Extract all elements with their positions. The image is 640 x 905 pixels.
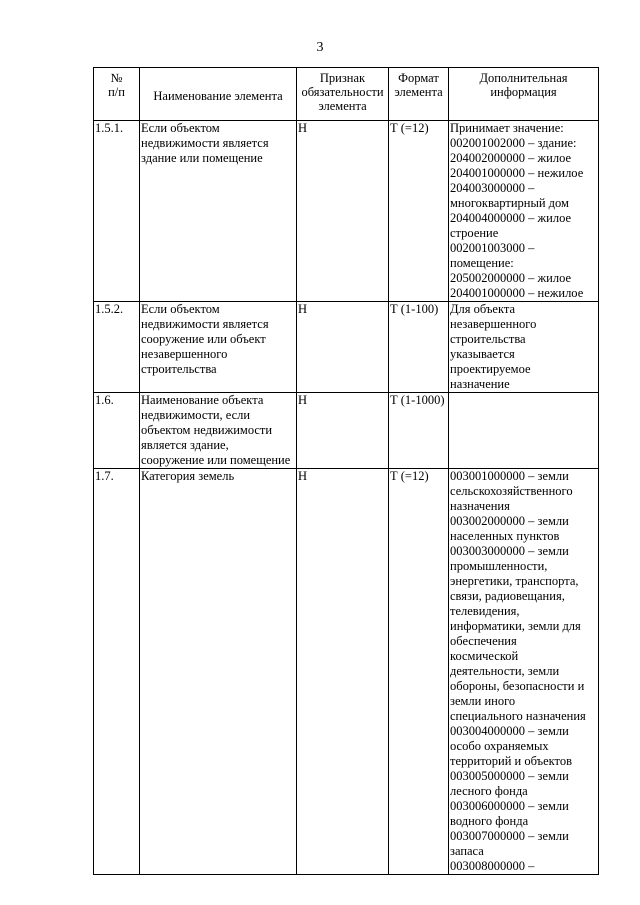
- cell-name: [140, 393, 297, 469]
- cell-text-line: помещение:: [450, 256, 514, 270]
- cell-text-line: Дополнительная: [479, 71, 568, 85]
- cell-text-line: Признак: [319, 71, 366, 85]
- cell-text-line: недвижимости является: [141, 317, 269, 331]
- cell-text-line: сооружение или помещение: [141, 453, 291, 467]
- cell-text-line: является здание,: [141, 438, 229, 452]
- cell-text-line: лесного фонда: [450, 784, 528, 798]
- table-row: [94, 302, 599, 393]
- elements-table: [93, 67, 599, 875]
- cell-num: 1.5.2.: [94, 302, 140, 393]
- cell-text-line: объектом недвижимости: [141, 423, 273, 437]
- cell-text-line: назначение: [450, 377, 510, 391]
- cell-format: Т (=12): [389, 121, 449, 302]
- cell-text-line: Если объектом: [141, 302, 220, 316]
- cell-text-line: строительства: [450, 332, 526, 346]
- cell-format: Т (1-100): [389, 302, 449, 393]
- cell-text-line: водного фонда: [450, 814, 529, 828]
- cell-text-line: здание или помещение: [141, 151, 263, 165]
- cell-text-line: 003001000000 – земли: [450, 469, 569, 483]
- cell-name: [140, 469, 297, 875]
- header-format: [389, 68, 449, 121]
- header-name: [140, 68, 297, 121]
- cell-text-line: недвижимости является: [141, 136, 269, 150]
- cell-text-line: сооружение или объект: [141, 332, 266, 346]
- cell-text-line: энергетики, транспорта,: [450, 574, 579, 588]
- header-info: [449, 68, 599, 121]
- cell-text-line: обеспечения: [450, 634, 517, 648]
- cell-text-line: обороны, безопасности и: [450, 679, 585, 693]
- cell-text-line: 002001002000 – здание:: [450, 136, 577, 150]
- cell-text-line: элемента: [318, 99, 367, 113]
- cell-text-line: 204001000000 – нежилое: [450, 286, 584, 300]
- cell-name: [140, 302, 297, 393]
- cell-mandatory: Н: [297, 302, 389, 393]
- cell-num: 1.6.: [94, 393, 140, 469]
- cell-text-line: 002001003000 –: [450, 241, 535, 255]
- table-row: [94, 393, 599, 469]
- cell-info: [449, 469, 599, 875]
- cell-name: [140, 121, 297, 302]
- cell-text-line: 204002000000 – жилое: [450, 151, 572, 165]
- page-number: 3: [316, 40, 324, 55]
- cell-text-line: Для объекта: [450, 302, 516, 316]
- cell-text-line: земли иного: [450, 694, 516, 708]
- table-row: [94, 121, 599, 302]
- cell-text-line: Наименование объекта: [141, 393, 264, 407]
- cell-text-line: незавершенного: [450, 317, 537, 331]
- cell-format: Т (=12): [389, 469, 449, 875]
- cell-text-line: строительства: [141, 362, 217, 376]
- cell-text-line: особо охраняемых: [450, 739, 549, 753]
- cell-num: 1.7.: [94, 469, 140, 875]
- cell-info: [449, 302, 599, 393]
- cell-text-line: сельскохозяйственного: [450, 484, 573, 498]
- cell-mandatory: Н: [297, 469, 389, 875]
- cell-text-line: 205002000000 – жилое: [450, 271, 572, 285]
- cell-text-line: специального назначения: [450, 709, 586, 723]
- cell-text-line: 204003000000 –: [450, 181, 535, 195]
- cell-text-line: 003006000000 – земли: [450, 799, 569, 813]
- cell-text-line: 003008000000 –: [450, 859, 535, 873]
- cell-text-line: Принимает значение:: [450, 121, 564, 135]
- cell-text-line: деятельности, земли: [450, 664, 560, 678]
- cell-num: 1.5.1.: [94, 121, 140, 302]
- cell-text-line: связи, радиовещания,: [450, 589, 565, 603]
- cell-text-line: Категория земель: [141, 469, 235, 483]
- cell-text-line: элемента: [394, 85, 443, 99]
- cell-text-line: 003007000000 – земли: [450, 829, 569, 843]
- cell-text-line: населенных пунктов: [450, 529, 560, 543]
- cell-text-line: запаса: [450, 844, 484, 858]
- cell-text-line: промышленности,: [450, 559, 548, 573]
- table-row: [94, 469, 599, 875]
- cell-text-line: недвижимости, если: [141, 408, 251, 422]
- cell-text-line: многоквартирный дом: [450, 196, 569, 210]
- cell-text-line: проектируемое: [450, 362, 531, 376]
- cell-text-line: 204004000000 – жилое: [450, 211, 572, 225]
- cell-text-line: указывается: [450, 347, 515, 361]
- cell-text-line: информатики, земли для: [450, 619, 581, 633]
- cell-mandatory: Н: [297, 121, 389, 302]
- cell-text-line: 003004000000 – земли: [450, 724, 569, 738]
- cell-text-line: 204001000000 – нежилое: [450, 166, 584, 180]
- cell-text-line: п/п: [108, 85, 125, 99]
- cell-text-line: информация: [490, 85, 557, 99]
- cell-info: [449, 393, 599, 469]
- cell-text-line: №: [110, 71, 123, 85]
- cell-text-line: 003003000000 – земли: [450, 544, 569, 558]
- cell-text-line: Формат: [398, 71, 439, 85]
- cell-text-line: строение: [450, 226, 499, 240]
- header-mandatory: [297, 68, 389, 121]
- cell-format: Т (1-1000): [389, 393, 449, 469]
- table-header-row: [94, 68, 599, 121]
- header-num: [94, 68, 140, 121]
- cell-info: [449, 121, 599, 302]
- cell-text-line: незавершенного: [141, 347, 228, 361]
- cell-text-line: обязательности: [301, 85, 384, 99]
- cell-text-line: телевидения,: [450, 604, 520, 618]
- cell-text-line: космической: [450, 649, 519, 663]
- cell-text-line: Наименование элемента: [153, 88, 283, 103]
- cell-text-line: 003005000000 – земли: [450, 769, 569, 783]
- cell-text-line: Если объектом: [141, 121, 220, 135]
- cell-text-line: 003002000000 – земли: [450, 514, 569, 528]
- cell-text-line: назначения: [450, 499, 510, 513]
- cell-text-line: территорий и объектов: [450, 754, 572, 768]
- cell-mandatory: Н: [297, 393, 389, 469]
